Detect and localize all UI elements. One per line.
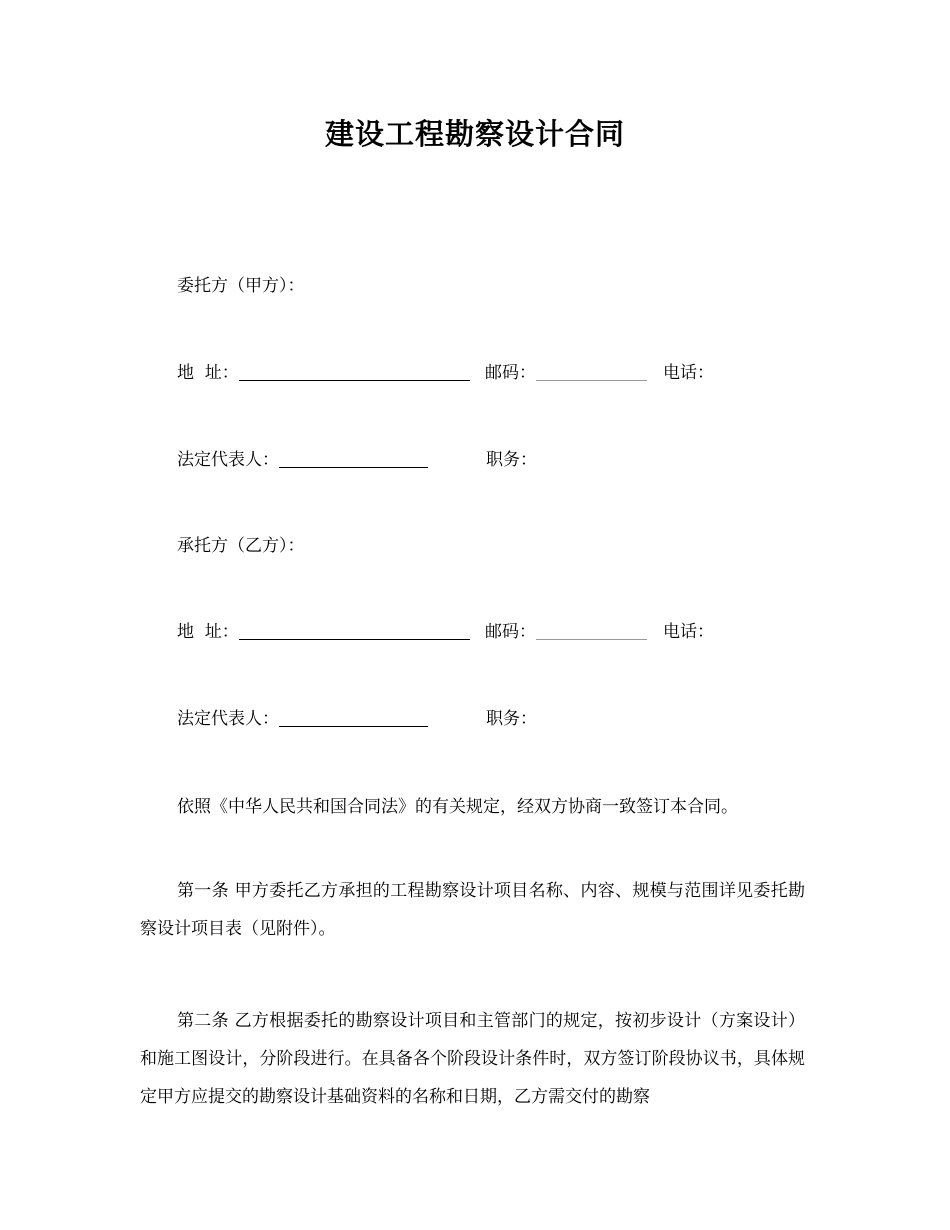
party-b-postcode-row xyxy=(485,620,647,644)
party-a-rep-label: 法定代表人： xyxy=(177,450,279,470)
party-b-phone-label: 电话： xyxy=(663,622,714,642)
article-1-paragraph: 第一条 甲方委托乙方承担的工程勘察设计项目名称、内容、规模与范围详见委托勘察设计项目表（见附件）。 xyxy=(140,881,805,939)
party-b-rep-label: 法定代表人： xyxy=(177,709,279,729)
party-a-position-label: 职务： xyxy=(486,450,537,470)
party-a-address-blank[interactable] xyxy=(239,362,470,381)
document-title: 建设工程勘察设计合同 xyxy=(324,117,625,151)
party-b-rep-row xyxy=(177,707,428,731)
party-b-postcode-label: 邮码： xyxy=(485,622,536,642)
party-a-postcode-label: 邮码： xyxy=(485,363,536,383)
party-a-heading: 委托方（甲方）： xyxy=(177,276,305,296)
preamble-paragraph: 依照《中华人民共和国合同法》的有关规定，经双方协商一致签订本合同。 xyxy=(177,797,738,817)
party-b-postcode-blank[interactable] xyxy=(536,621,647,640)
party-a-address-label: 地 址： xyxy=(177,363,239,383)
party-a-postcode-row xyxy=(485,361,647,385)
party-b-address-blank[interactable] xyxy=(239,621,470,640)
party-b-rep-blank[interactable] xyxy=(279,708,428,727)
article-2-paragraph: 第二条 乙方根据委托的勘察设计项目和主管部门的规定，按初步设计（方案设计）和施工图设计，分阶段进行。在具备各个阶段设计条件时，双方签订阶段协议书，具体规定甲方应提交的勘察设计基础资料的名称和日期，乙方需交付的勘察 xyxy=(140,1011,805,1107)
party-b-heading: 承托方（乙方）： xyxy=(177,536,305,556)
party-a-phone-label: 电话： xyxy=(663,363,714,383)
party-a-rep-row xyxy=(177,448,428,472)
party-a-postcode-blank[interactable] xyxy=(536,362,647,381)
party-b-position-label: 职务： xyxy=(486,709,537,729)
party-a-address-row xyxy=(177,361,470,385)
party-b-address-row xyxy=(177,620,470,644)
party-a-rep-blank[interactable] xyxy=(279,449,428,468)
party-b-address-label: 地 址： xyxy=(177,622,239,642)
